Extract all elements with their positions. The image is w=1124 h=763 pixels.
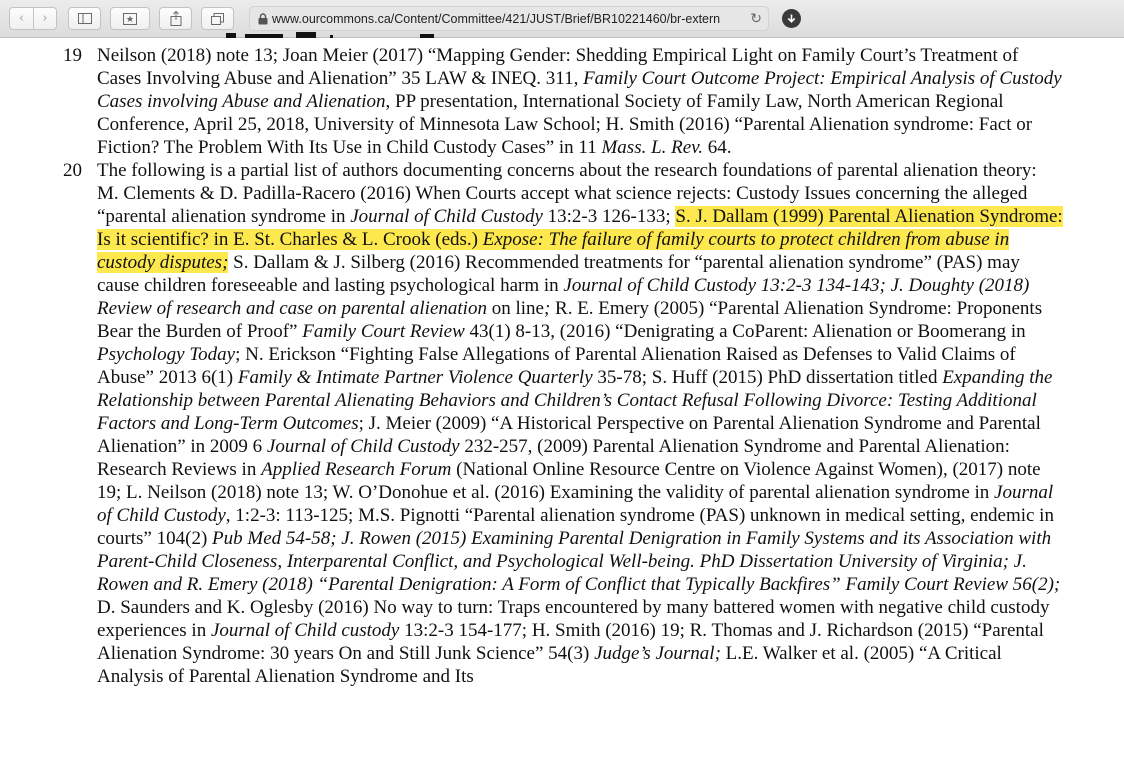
footnote-19 <box>63 44 1063 159</box>
footnote-text <box>97 44 1063 159</box>
text-segment: L.E. Walker et al. (2005) “A Critical Analysis of Parental Alienation Syndrome and Its <box>97 643 1002 687</box>
italic-text: Family Court Outcome Project: Empirical Analysis of Custody Cases involving Abuse and Alienation <box>97 68 1062 112</box>
chevron-right-icon: › <box>42 11 48 26</box>
italic-text: Journal of Child Custody <box>350 206 543 227</box>
text-segment: R. E. Emery (2005) “Parental Alienation Syndrome: Proponents Bear the Burden of Proof” <box>97 298 1043 342</box>
footnote-20 <box>63 159 1063 688</box>
italic-text: Expanding the Relationship between Parental Alienating Behaviors and Children’s Contact Refusal Following Divorce: Testing Additional Factors and Long-Term Outcomes <box>97 367 1053 434</box>
footnote-number: 19 <box>63 45 82 66</box>
download-arrow-icon <box>787 14 796 24</box>
text-segment: 232-257, (2009) Parental Alienation Syndrome and Parental Alienation: Research Reviews in <box>97 436 1010 480</box>
highlighted-text: S. J. Dallam (1999) Parental Alienation Syndrome: Is it scientific? in E. St. Charles & L. Crook (eds.) <box>97 206 1063 250</box>
text-segment: 64. <box>702 137 732 158</box>
text-segment: , 1:2-3: 113-125; M.S. Pignotti “Parental alienation syndrome (PAS) unknown in medical setting, endemic in courts” 104(2) <box>97 505 1054 549</box>
text-segment: The following is a partial list of authors documenting concerns about the research foundations of parental alienation theory: M. Clements & D. Padilla-Racero (2016) When Courts accept what science rejects: Custody Issues concerning the alleged “parental alienation syndrome in <box>97 160 1037 227</box>
italic-text: Mass. L. Rev. <box>601 137 703 158</box>
italic-text: ; <box>543 298 551 319</box>
url-text: www.ourcommons.ca/Content/Committee/421/JUST/Brief/BR10221460/br-extern <box>272 11 721 26</box>
text-segment: D. Saunders and K. Oglesby (2016) No way to turn: Traps encountered by many battered women with negative child custody experiences in <box>97 597 1050 641</box>
text-segment: on line <box>486 298 544 319</box>
text-segment: ; N. Erickson “Fighting False Allegations of Parental Alienation Raised as Defenses to Valid Claims of Abuse” 2013 6(1) <box>97 344 1016 388</box>
italic-text: Journal of Child Custody <box>266 436 460 457</box>
footnote-number: 20 <box>63 160 82 181</box>
clipped-text-fragment <box>0 23 1124 46</box>
italic-text: Family Court Review <box>302 321 465 342</box>
footnote-text <box>97 159 1063 688</box>
text-segment: 13:2-3 126-133; <box>542 206 676 227</box>
italic-text: Journal of Child Custody 13:2-3 134-143; J. Doughty (2018) Review of research and case on parental alienation <box>97 275 1030 319</box>
italic-text: Applied Research Forum <box>261 459 452 480</box>
text-segment: (National Online Resource Centre on Violence Against Women), (2017) note 19; L. Neilson (2018) note 13; W. O’Donohue et al. (2016) Examining the validity of parental alienation syndrome in <box>97 459 1041 503</box>
italic-text: Journal of Child Custody <box>97 482 1054 526</box>
text-segment: , PP presentation, International Society of Family Law, North American Regional Conference, April 25, 2018, University of Minnesota Law School; H. Smith (2016) “Parental Alienation syndrome: Fact or Fiction? The Problem With Its Use in Child Custody Cases” in 11 <box>97 91 1033 158</box>
italic-text: Family & Intimate Partner Violence Quarterly <box>237 367 593 388</box>
text-segment: S. Dallam & J. Silberg (2016) Recommended treatments for “parental alienation syndrome” (PAS) may cause children foreseeable and lasting psychological harm in <box>97 252 1020 296</box>
chevron-left-icon: ‹ <box>18 11 25 26</box>
text-segment: 43(1) 8-13, (2016) “Denigrating a CoParent: Alienation or Boomerang in <box>464 321 1026 342</box>
italic-text: Pub Med 54-58; J. Rowen (2015) Examining Parental Denigration in Family Systems and its Association with Parent-Child Closeness, Interparental Conflict, and Psychological Well-being. PhD Dissertation University of Virginia; J. Rowen and R. Emery (2018) “Parental Denigration: A Form of Conflict that Typically Backfires” Family Court Review 56(2); <box>97 528 1061 595</box>
highlighted-text: Expose: The failure of family courts to protect children from abuse in custody disputes; <box>97 229 1010 273</box>
document-content <box>0 38 1124 763</box>
text-segment: ; J. Meier (2009) “A Historical Perspective on Parental Alienation Syndrome and Parental Alienation” in 2009 6 <box>97 413 1041 457</box>
text-segment: 13:2-3 154-177; H. Smith (2016) 19; R. Thomas and J. Richardson (2015) “Parental Alienation Syndrome: 30 years On and Still Junk Science” 54(3) <box>97 620 1044 664</box>
text-segment: 35-78; S. Huff (2015) PhD dissertation titled <box>592 367 943 388</box>
text-segment: Neilson (2018) note 13; Joan Meier (2017) “Mapping Gender: Shedding Empirical Light on Family Court’s Treatment of Cases Involving Abuse and Alienation” 35 LAW & INEQ. 311, <box>97 45 1019 89</box>
italic-text: Psychology Today <box>97 344 236 365</box>
italic-text: Judge’s Journal; <box>594 643 721 664</box>
reload-icon[interactable]: ↻ <box>750 11 762 27</box>
italic-text: Journal of Child custody <box>210 620 400 641</box>
